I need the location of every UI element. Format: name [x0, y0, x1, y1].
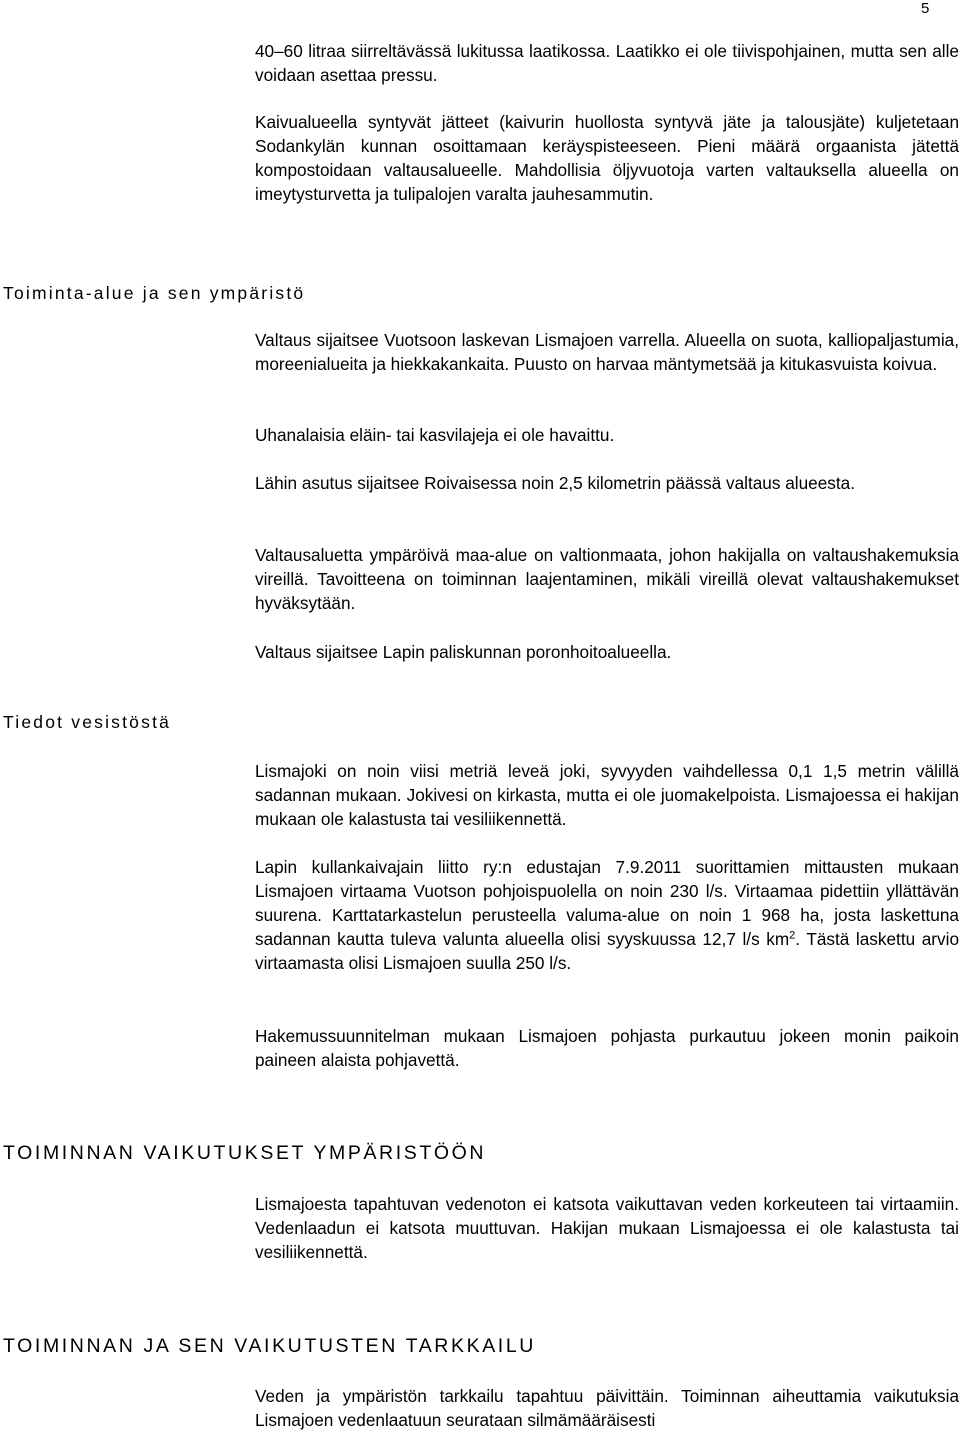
vesisto-paragraph-3: Hakemussuunnitelman mukaan Lismajoen pohjasta purkautuu jokeen monin paikoin paineen alaista pohjavettä.	[255, 1026, 959, 1070]
heading-vaikutukset: TOIMINNAN VAIKUTUKSET YMPÄRISTÖÖN	[3, 1142, 487, 1164]
tarkkailu-paragraph-1: Veden ja ympäristön tarkkailu tapahtuu päivittäin. Toiminnan aiheuttamia vaikutuksia Lismajoen vedenlaatuun seurataan silmämääräisesti	[255, 1386, 959, 1430]
vesisto-paragraph-2-text: Lapin kullankaivajain liitto ry:n edustajan 7.9.2011 suorittamien mittausten mukaan Lismajoen virtaama Vuotson pohjoispuolella on noin 230 l/s. Virtaamaa pidettiin yllättävän suurena. Karttatarkastelun perusteella valuma-alue on noin 1 968 ha, josta laskettuna sadannan kautta tuleva valunta alueella olisi syyskuussa 12,7 l/s km	[255, 857, 959, 949]
toiminta-paragraph-3: Lähin asutus sijaitsee Roivaisessa noin 2,5 kilometrin päässä valtaus alueesta.	[255, 473, 855, 493]
superscript-2: 2	[789, 929, 796, 942]
vesisto-paragraph-2	[255, 855, 959, 975]
page-number: 5	[921, 0, 930, 17]
intro-paragraph-2: Kaivualueella syntyvät jätteet (kaivurin huollosta syntyvä jäte ja talousjäte) kuljetetaan Sodankylän kunnan osoittamaan keräyspisteeseen. Pieni määrä orgaanista jätettä kompostoidaan valtausalueelle. Mahdollisia öljyvuotoja varten valtauksella alueella on imeytysturvetta ja tulipalojen varalta jauhesammutin.	[255, 112, 959, 204]
vesisto-paragraph-1: Lismajoki on noin viisi metriä leveä joki, syvyyden vaihdellessa 0,1 1,5 metrin välillä sadannan mukaan. Jokivesi on kirkasta, mutta ei ole juomakelpoista. Lismajoessa ei hakijan mukaan ole kalastusta tai vesiliikennettä.	[255, 761, 959, 829]
toiminta-paragraph-2: Uhanalaisia eläin- tai kasvilajeja ei ole havaittu.	[255, 425, 615, 445]
heading-tarkkailu: TOIMINNAN JA SEN VAIKUTUSTEN TARKKAILU	[3, 1335, 536, 1357]
vesisto-paragraph-2-text-end: . Tästä laskettu arvio virtaamasta olisi Lismajoen suulla 250 l/s.	[255, 929, 960, 973]
heading-tiedot-vesistosta: Tiedot vesistöstä	[3, 712, 172, 732]
toiminta-paragraph-5: Valtaus sijaitsee Lapin paliskunnan poronhoitoalueella.	[255, 642, 672, 662]
toiminta-paragraph-4: Valtausaluetta ympäröivä maa-alue on valtionmaata, johon hakijalla on valtaushakemuksia vireillä. Tavoitteena on toiminnan laajentaminen, mikäli vireillä olevat valtaushakemukset hyväksytään.	[255, 545, 959, 613]
vaikutukset-paragraph-1: Lismajoesta tapahtuvan vedenoton ei katsota vaikuttavan veden korkeuteen tai virtaamiin. Vedenlaadun ei katsota muuttuvan. Hakijan mukaan Lismajoessa ei ole kalastusta tai vesiliikennettä.	[255, 1194, 959, 1262]
intro-paragraph-1: 40–60 litraa siirreltävässä lukitussa laatikossa. Laatikko ei ole tiivispohjainen, mutta sen alle voidaan asettaa pressu.	[255, 41, 959, 85]
heading-toiminta-alue: Toiminta-alue ja sen ympäristö	[3, 283, 306, 303]
toiminta-paragraph-1: Valtaus sijaitsee Vuotsoon laskevan Lismajoen varrella. Alueella on suota, kalliopaljastumia, moreenialueita ja hiekkakankaita. Puusto on harvaa mäntymetsää ja kitukasvuista koivua.	[255, 330, 959, 374]
